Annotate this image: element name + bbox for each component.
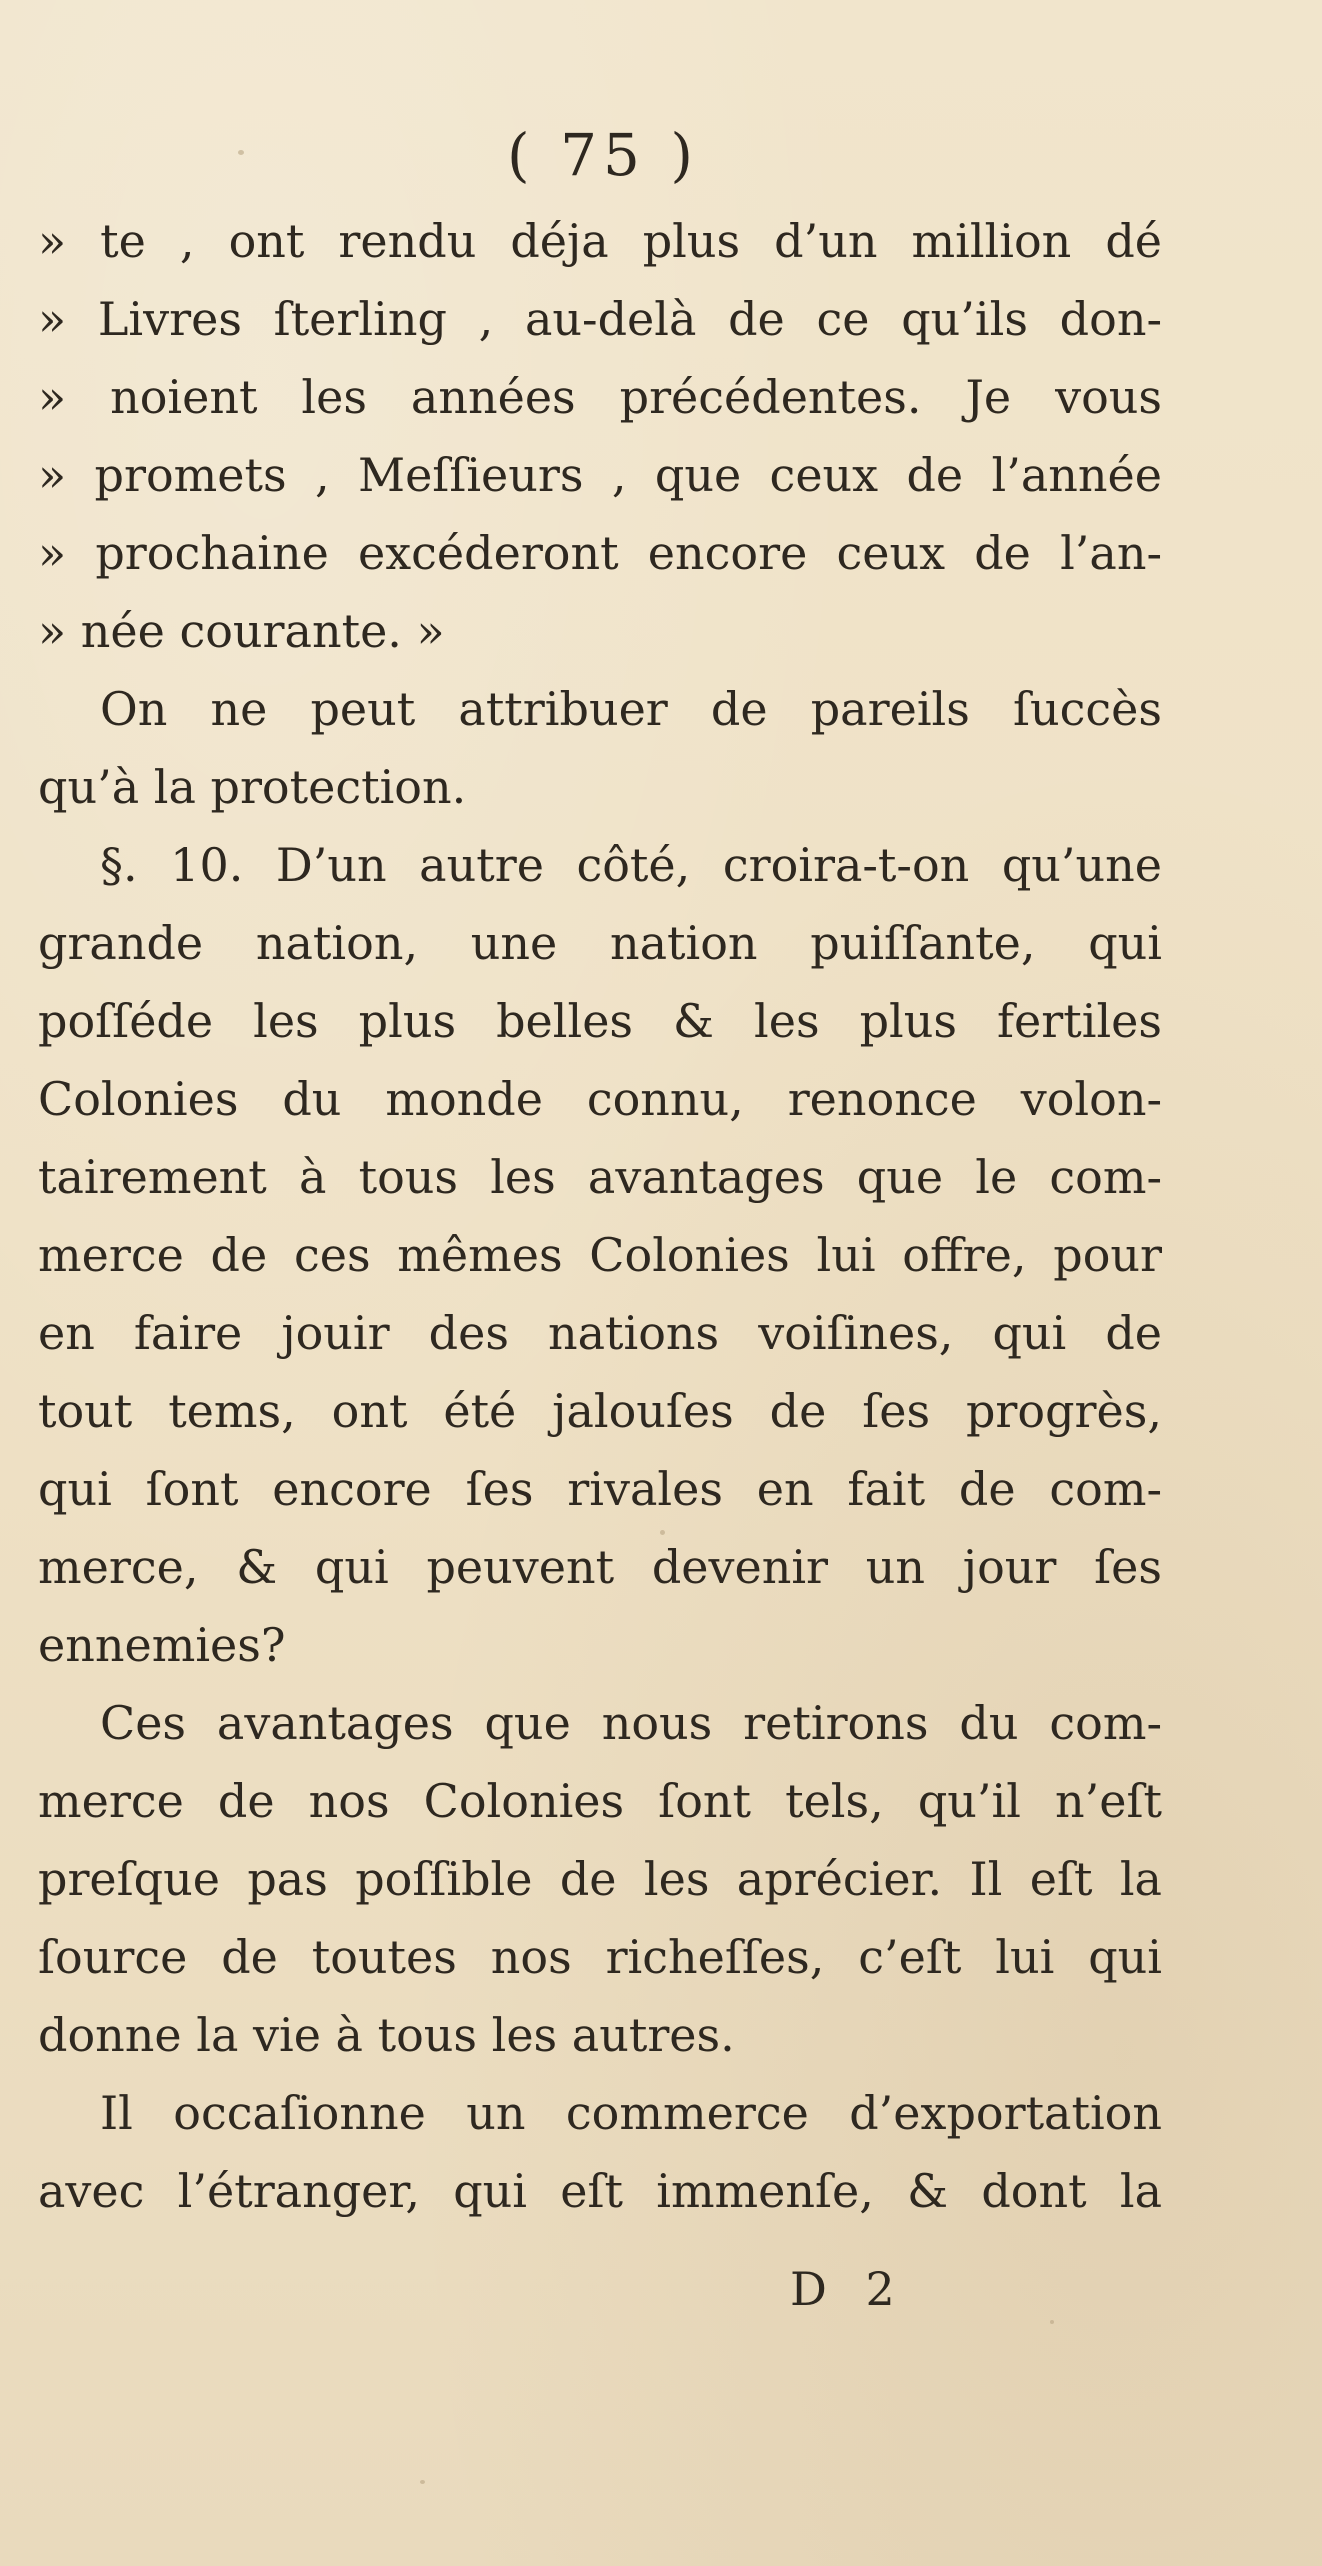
text-line: qui ſont encore ſes rivales en fait de com- (38, 1462, 1162, 1516)
text-line: merce de nos Colonies ſont tels, qu’il n’eſt (38, 1774, 1162, 1828)
text-line: preſque pas poſſible de les aprécier. Il eſt la (38, 1852, 1162, 1906)
text-line: » née courante. » (38, 604, 445, 658)
text-line: tairement à tous les avantages que le com- (38, 1150, 1162, 1204)
paper-speck (660, 1530, 665, 1535)
text-line: merce, & qui peuvent devenir un jour ſes (38, 1540, 1162, 1594)
text-line: poſſéde les plus belles & les plus fertiles (38, 994, 1162, 1048)
text-line: » Livres ſterling , au-delà de ce qu’ils don- (38, 292, 1162, 346)
text-line: » prochaine excéderont encore ceux de l’an- (38, 526, 1162, 580)
paper-speck (238, 150, 244, 155)
text-line: donne la vie à tous les autres. (38, 2008, 735, 2062)
text-line: » promets , Meſſieurs , que ceux de l’année (38, 448, 1162, 502)
text-line: Il occaſionne un commerce d’exportation (100, 2086, 1162, 2140)
text-line: ennemies? (38, 1618, 286, 1672)
text-line: avec l’étranger, qui eſt immenſe, & dont la (38, 2164, 1162, 2218)
paper-speck (1050, 2320, 1054, 2324)
text-line: » noient les années précédentes. Je vous (38, 370, 1162, 424)
text-line: Ces avantages que nous retirons du com- (100, 1696, 1162, 1750)
signature-mark: D 2 (790, 2262, 907, 2316)
text-line: Colonies du monde connu, renonce volon- (38, 1072, 1162, 1126)
text-line: §. 10. D’un autre côté, croira-t-on qu’une (100, 838, 1162, 892)
body-text (38, 202, 1162, 2230)
text-line: On ne peut attribuer de pareils ſuccès (100, 682, 1162, 736)
text-line: en faire jouir des nations voiſines, qui de (38, 1306, 1162, 1360)
text-line: grande nation, une nation puiſſante, qui (38, 916, 1162, 970)
text-line: qu’à la protection. (38, 760, 467, 814)
text-line: tout tems, ont été jalouſes de ſes progrès, (38, 1384, 1162, 1438)
paper-speck (420, 2480, 425, 2484)
text-line: » te , ont rendu déja plus d’un million dé (38, 214, 1162, 268)
page-number: ( 75 ) (507, 121, 699, 189)
text-line: ſource de toutes nos richeſſes, c’eſt lui qui (38, 1930, 1162, 1984)
text-line: merce de ces mêmes Colonies lui offre, pour (38, 1228, 1162, 1282)
